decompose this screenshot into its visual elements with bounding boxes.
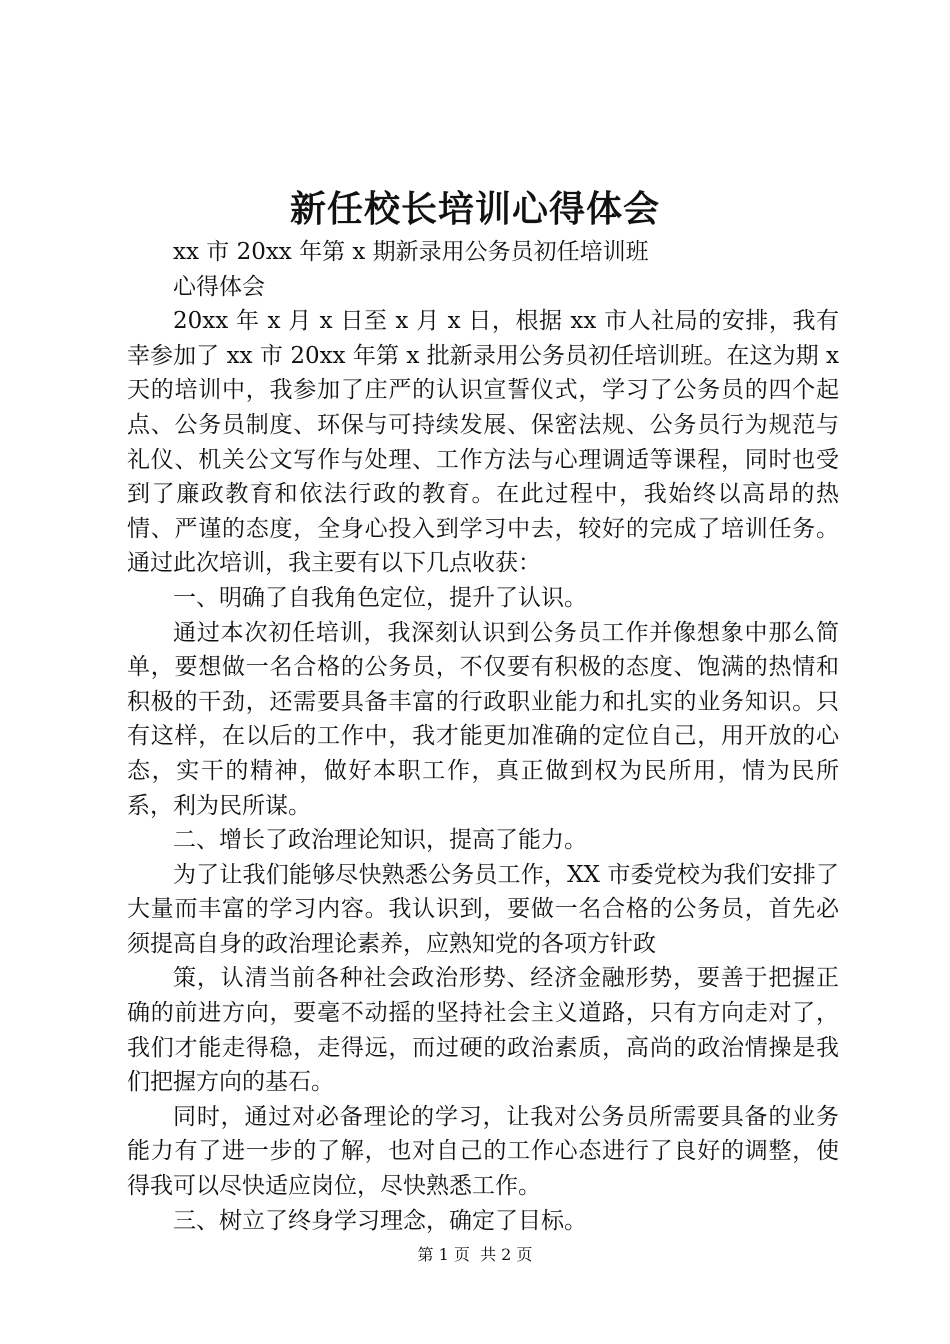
heading-section-2: 二、增长了政治理论知识，提高了能力。	[173, 827, 587, 854]
paragraph-section-1: 通过本次初任培训，我深刻认识到公务员工作并像想象中那么简单，要想做一名合格的公务员，不仅要有积极的态度、饱满的热情和积极的干劲，还需要具备丰富的行政职业能力和扎实的业务知识。只有这样，在以后的工作中，我才能更加准确的定位自己，用开放的心态，实干的精神，做好本职工作，真正做到权为民所用，情为民所系，利为民所谋。	[127, 619, 839, 819]
page-footer	[0, 1243, 950, 1267]
subtitle-line-1: xx 市 20xx 年第 x 期新录用公务员初任培训班	[173, 239, 649, 265]
document-body	[127, 235, 839, 1238]
paragraph-section-2a: 为了让我们能够尽快熟悉公务员工作，XX 市委党校为我们安排了大量而丰富的学习内容。我认识到，要做一名合格的公务员，首先必须提高自身的政治理论素养，应熟知党的各项方针政	[127, 861, 839, 957]
paragraph-section-2b: 策，认清当前各种社会政治形势、经济金融形势，要善于把握正确的前进方向，要毫不动摇的坚持社会主义道路，只有方向走对了，我们才能走得稳，走得远，而过硬的政治素质，高尚的政治情操是我们把握方向的基石。	[127, 965, 839, 1096]
page-number-label: 第 1 页 共 2 页	[417, 1245, 533, 1264]
document-title: 新任校长培训心得体会	[289, 188, 660, 230]
paragraph-intro: 20xx 年 x 月 x 日至 x 月 x 日，根据 xx 市人社局的安排，我有幸参加了 xx 市 20xx 年第 x 批新录用公务员初任培训班。在这为期 x 天的培训中，我参加了庄严的认识宣誓仪式，学习了公务员的四个起点、公务员制度、环保与可持续发展、保密法规、公务员行为规范与礼仪、机关公文写作与处理、工作方法与心理调适等课程，同时也受到了廉政教育和依法行政的教育。在此过程中，我始终以高昂的热情、严谨的态度，全身心投入到学习中去，较好的完成了培训任务。通过此次培训，我主要有以下几点收获：	[127, 308, 839, 577]
paragraph-section-2c: 同时，通过对必备理论的学习，让我对公务员所需要具备的业务能力有了进一步的了解，也对自己的工作心态进行了良好的调整，使得我可以尽快适应岗位，尽快熟悉工作。	[127, 1103, 839, 1200]
heading-section-1: 一、明确了自我角色定位，提升了认识。	[173, 584, 587, 611]
heading-section-3: 三、树立了终身学习理念，确定了目标。	[173, 1207, 587, 1234]
subtitle-line-2: 心得体会	[173, 273, 265, 300]
